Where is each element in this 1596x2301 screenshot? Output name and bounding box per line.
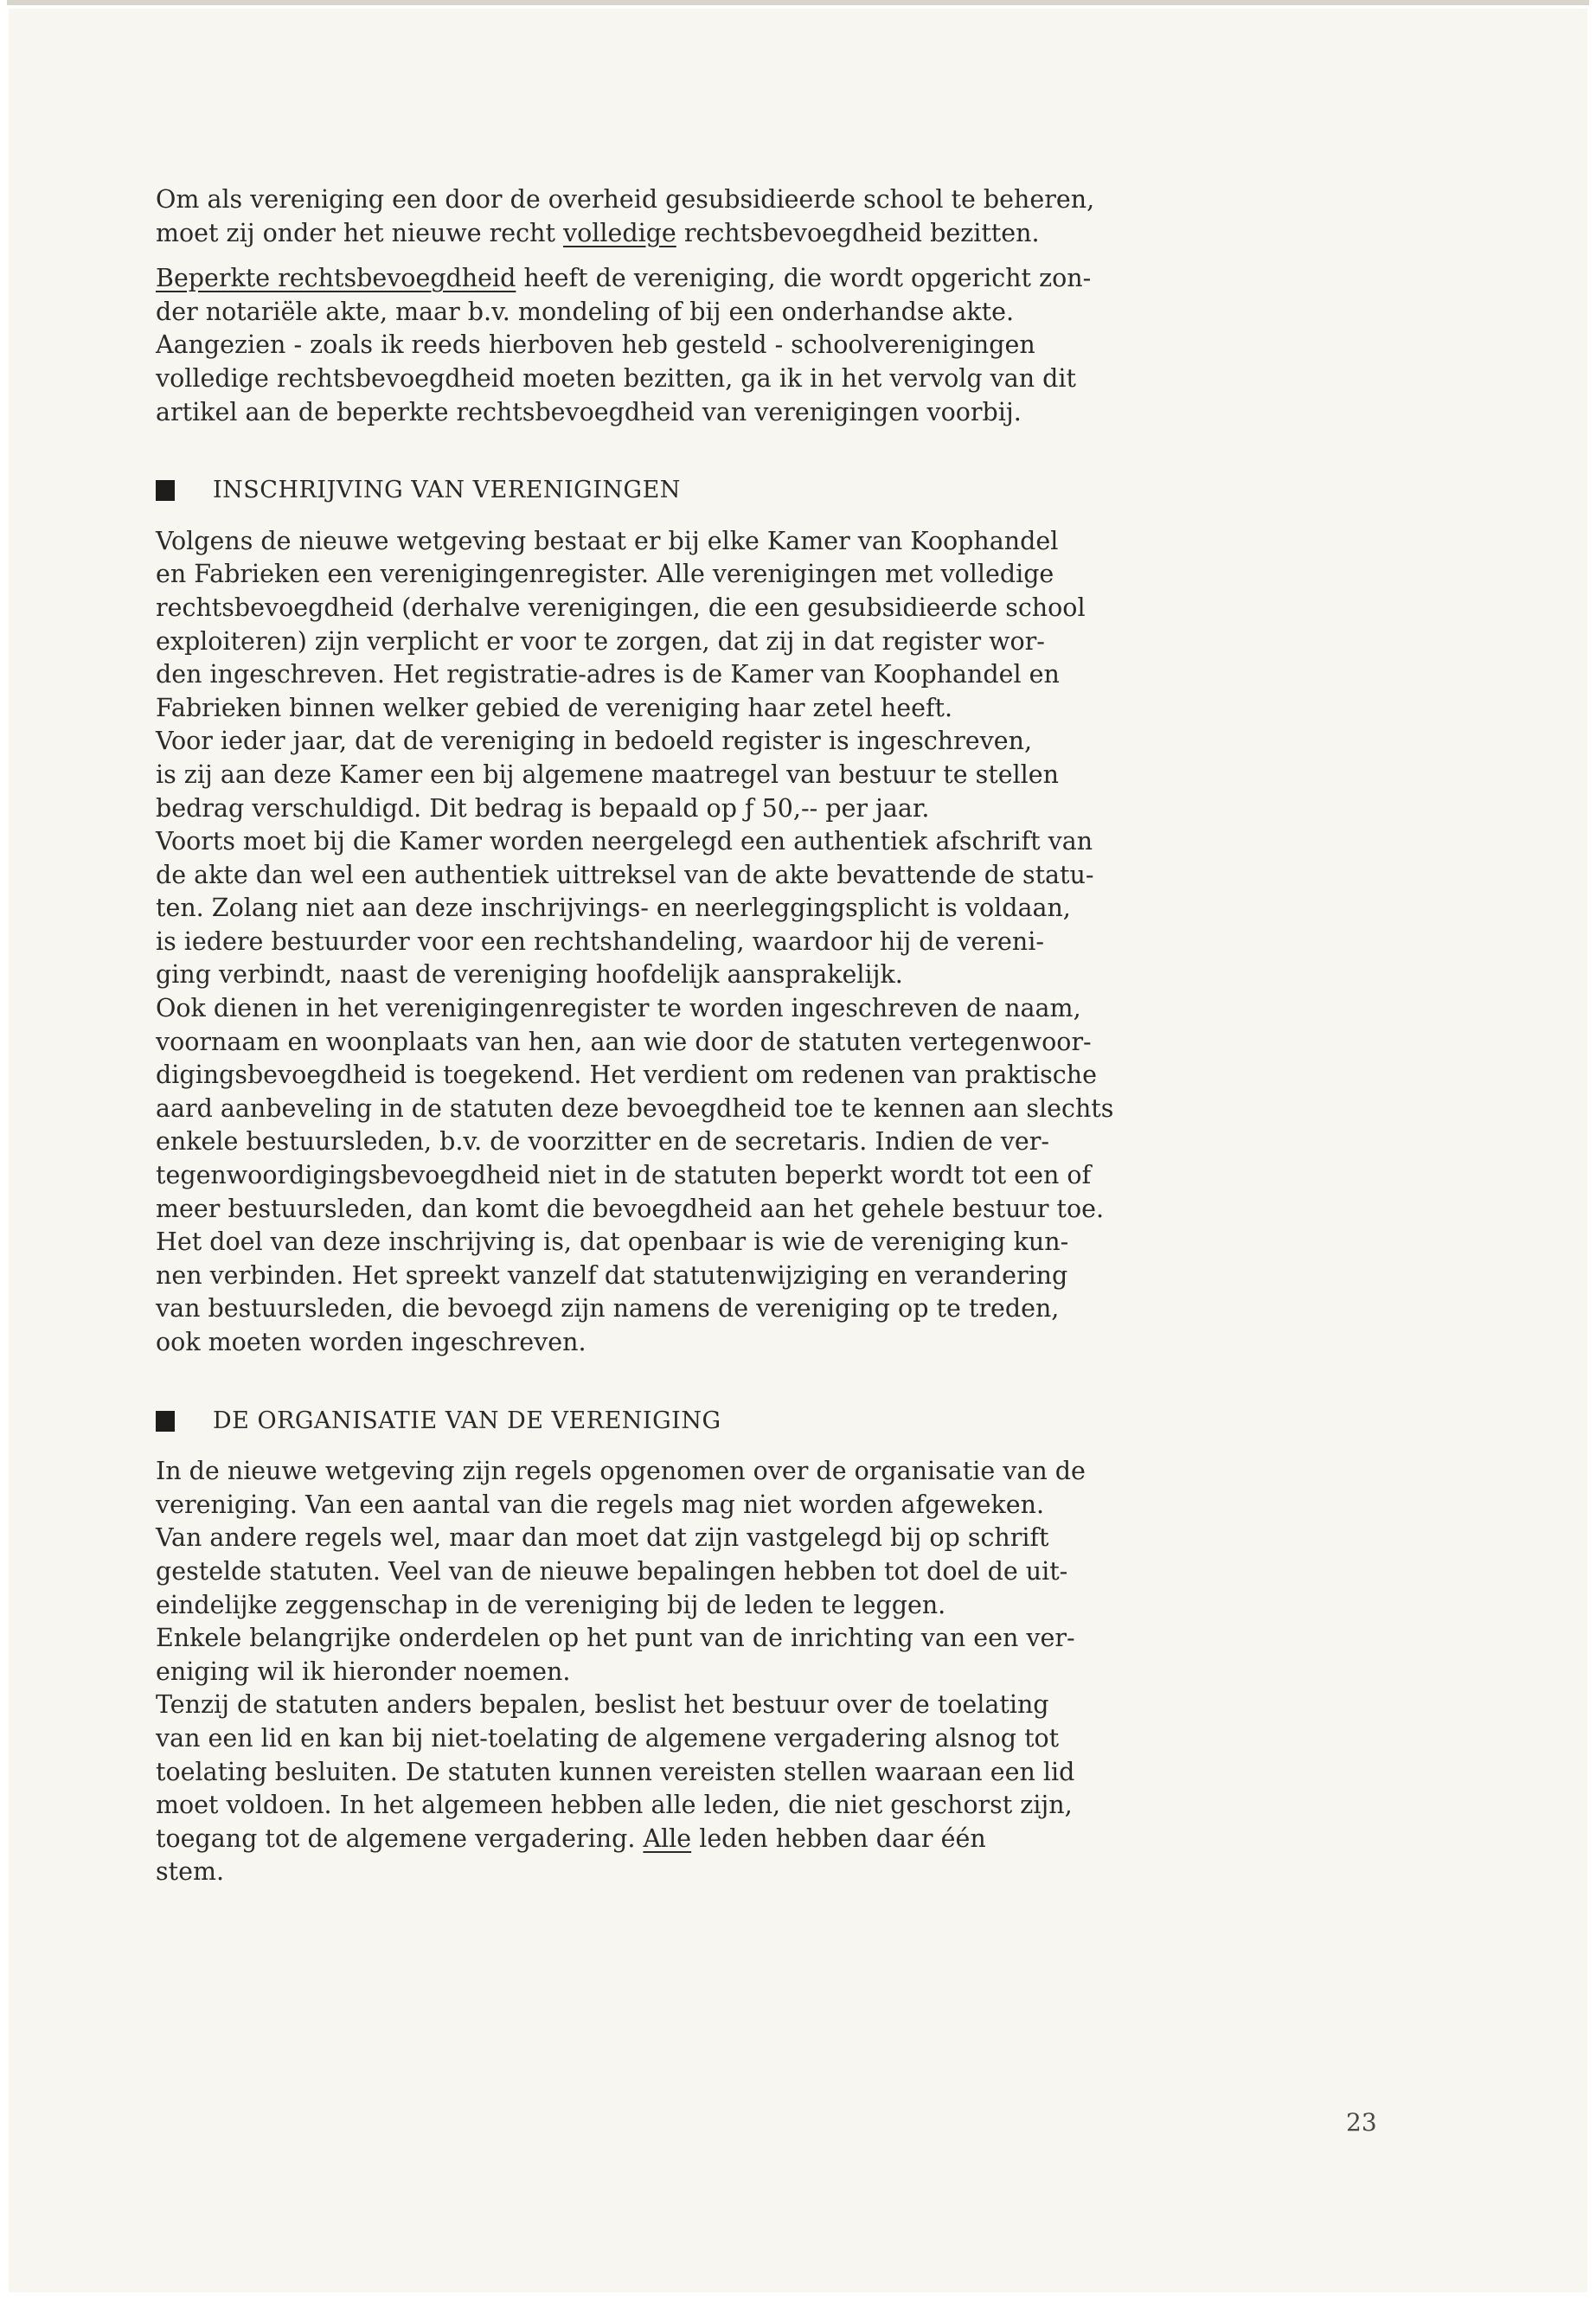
- text-line: toelating besluiten. De statuten kunnen vereisten stellen waaraan een lid: [156, 1757, 1075, 1786]
- text-line: artikel aan de beperkte rechtsbevoegdheid van verenigingen voorbij.: [156, 397, 1022, 426]
- text-line: [156, 1823, 1393, 1856]
- square-bullet-icon: [156, 480, 175, 501]
- square-bullet-icon: [156, 1411, 175, 1432]
- page-number: 23: [1346, 2108, 1377, 2137]
- text-line: den ingeschreven. Het registratie-adres is de Kamer van Koophandel en: [156, 660, 1060, 689]
- text-line: volledige rechtsbevoegdheid moeten bezitten, ga ik in het vervolg van dit: [156, 363, 1076, 393]
- text-segment: heeft de vereniging, die wordt opgericht zon-: [516, 264, 1092, 293]
- text-line: van een lid en kan bij niet-toelating de algemene vergadering alsnog tot: [156, 1723, 1060, 1753]
- text-line: [156, 217, 1393, 251]
- text-line: moet voldoen. In het algemeen hebben alle leden, die niet geschorst zijn,: [156, 1791, 1073, 1820]
- text-line: rechtsbevoegdheid (derhalve verenigingen, die een gesubsidieerde school: [156, 593, 1086, 622]
- text-line: aard aanbeveling in de statuten deze bevoegdheid toe te kennen aan slechts: [156, 1093, 1114, 1123]
- section-heading-text: DE ORGANISATIE VAN DE VERENIGING: [213, 1407, 721, 1434]
- text-line: Fabrieken binnen welker gebied de vereniging haar zetel heeft.: [156, 693, 953, 722]
- text-line: Het doel van deze inschrijving is, dat openbaar is wie de vereniging kun-: [156, 1227, 1069, 1257]
- section-heading-text: INSCHRIJVING VAN VERENIGINGEN: [213, 477, 681, 504]
- text-line: ook moeten worden ingeschreven.: [156, 1328, 586, 1356]
- section-heading-inschrijving: [156, 474, 1393, 508]
- page-content: [156, 183, 1393, 1889]
- text-line: Aangezien - zoals ik reeds hierboven heb gesteld - schoolverenigingen: [156, 330, 1035, 360]
- text-line: tegenwoordigingsbevoegdheid niet in de statuten beperkt wordt tot een of: [156, 1161, 1092, 1190]
- text-line: nen verbinden. Het spreekt vanzelf dat statutenwijziging en verandering: [156, 1260, 1068, 1290]
- intro-paragraph-2: [156, 262, 1393, 429]
- text-line: digingsbevoegdheid is toegekend. Het verdient om redenen van praktische: [156, 1061, 1097, 1090]
- text-line: Ook dienen in het verenigingenregister te worden ingeschreven de naam,: [156, 994, 1081, 1023]
- text-line: Om als vereniging een door de overheid gesubsidieerde school te beheren,: [156, 185, 1095, 214]
- text-segment: rechtsbevoegdheid bezitten.: [676, 218, 1040, 247]
- text-line: Voorts moet bij die Kamer worden neergelegd een authentiek afschrift van: [156, 827, 1093, 856]
- text-line: [156, 262, 1393, 296]
- text-line: eniging wil ik hieronder noemen.: [156, 1657, 571, 1686]
- text-line: enkele bestuursleden, b.v. de voorzitter en de secretaris. Indien de ver-: [156, 1127, 1050, 1157]
- underlined-text: Alle: [643, 1823, 692, 1853]
- text-line: Enkele belangrijke onderdelen op het punt van de inrichting van een ver-: [156, 1624, 1075, 1653]
- text-line: bedrag verschuldigd. Dit bedrag is bepaald op ƒ 50,-- per jaar.: [156, 793, 930, 823]
- section-heading-organisatie: [156, 1405, 1393, 1439]
- section-organisatie-body: [156, 1455, 1393, 1889]
- text-line: voornaam en woonplaats van hen, aan wie door de statuten vertegenwoor-: [156, 1027, 1092, 1056]
- text-line: van bestuursleden, die bevoegd zijn namens de vereniging op te treden,: [156, 1294, 1060, 1324]
- text-line: en Fabrieken een verenigingenregister. Alle verenigingen met volledige: [156, 560, 1054, 589]
- text-line: Volgens de nieuwe wetgeving bestaat er bij elke Kamer van Koophandel: [156, 526, 1059, 555]
- underlined-text: volledige: [562, 218, 676, 247]
- text-line: In de nieuwe wetgeving zijn regels opgenomen over de organisatie van de: [156, 1457, 1086, 1486]
- text-line: Van andere regels wel, maar dan moet dat zijn vastgelegd bij op schrift: [156, 1523, 1049, 1553]
- text-line: Tenzij de statuten anders bepalen, beslist het bestuur over de toelating: [156, 1690, 1049, 1720]
- page-top-edge: [7, 0, 1589, 5]
- text-line: der notariële akte, maar b.v. mondeling of bij een onderhandse akte.: [156, 297, 1015, 326]
- text-line: Voor ieder jaar, dat de vereniging in bedoeld register is ingeschreven,: [156, 727, 1033, 756]
- text-line: is zij aan deze Kamer een bij algemene maatregel van bestuur te stellen: [156, 760, 1060, 789]
- text-segment: moet zij onder het nieuwe recht: [156, 218, 563, 247]
- text-line: ging verbindt, naast de vereniging hoofdelijk aansprakelijk.: [156, 960, 903, 990]
- intro-paragraph-1: [156, 183, 1393, 250]
- text-line: ten. Zolang niet aan deze inschrijvings- en neerleggingsplicht is voldaan,: [156, 894, 1071, 923]
- text-line: eindelijke zeggenschap in de vereniging bij de leden te leggen.: [156, 1590, 946, 1619]
- text-line: is iedere bestuurder voor een rechtshandeling, waardoor hij de vereni-: [156, 926, 1044, 956]
- text-line: de akte dan wel een authentiek uittreksel van de akte bevattende de statu-: [156, 860, 1094, 889]
- text-line: meer bestuursleden, dan komt die bevoegdheid aan het gehele bestuur toe.: [156, 1194, 1105, 1223]
- text-segment: toegang tot de algemene vergadering.: [156, 1823, 644, 1853]
- text-line: stem.: [156, 1857, 225, 1887]
- text-line: vereniging. Van een aantal van die regels mag niet worden afgeweken.: [156, 1490, 1045, 1519]
- text-line: exploiteren) zijn verplicht er voor te zorgen, dat zij in dat register wor-: [156, 626, 1045, 656]
- section-inschrijving-body: [156, 525, 1393, 1360]
- underlined-text: Beperkte rechtsbevoegdheid: [156, 264, 516, 293]
- text-segment: leden hebben daar één: [691, 1823, 986, 1853]
- text-line: gestelde statuten. Veel van de nieuwe bepalingen hebben tot doel de uit-: [156, 1556, 1068, 1586]
